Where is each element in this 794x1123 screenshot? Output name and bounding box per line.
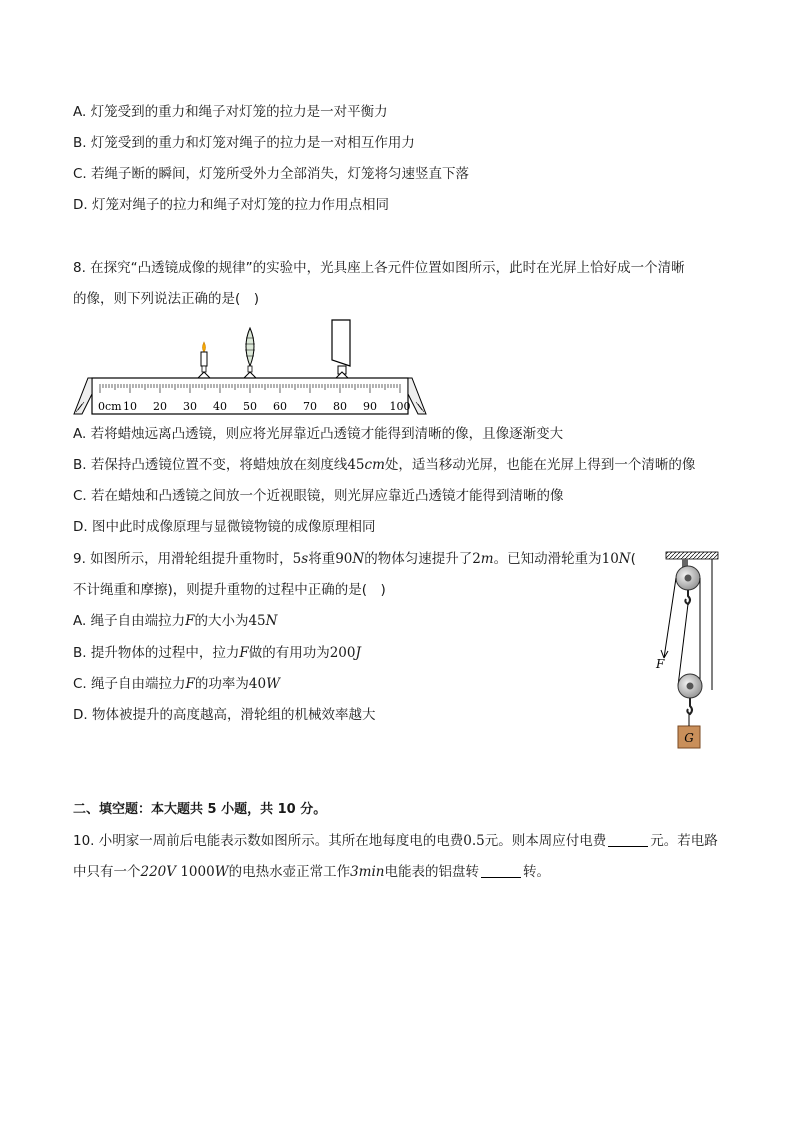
ruler-label: 100 [389,400,411,413]
q8-stem-line1: 8. 在探究“凸透镜成像的规律”的实验中，光具座上各元件位置如图所示，此时在光屏上恰好成一个清晰 [73,260,685,276]
candle [201,342,207,372]
q9-stem-line2: 不计绳重和摩擦)，则提升重物的过程中正确的是( ) [73,582,386,598]
fixed-pulley [676,559,700,604]
ruler-label: 10 [123,400,137,413]
q7-option-b: B. 灯笼受到的重力和灯笼对绳子的拉力是一对相互作用力 [73,135,415,151]
answer-blank-2[interactable] [481,863,521,878]
ruler-label: 70 [303,400,317,413]
q7-option-d: D. 灯笼对绳子的拉力和绳子对灯笼的拉力作用点相同 [73,197,389,213]
q10-line1: 10. 小明家一周前后电能表示数如图所示。其所在地每度电的电费0.5元。则本周应付电费 元。若电路 [73,833,718,849]
ruler-label: 80 [333,400,347,413]
ruler-label: 40 [213,400,227,413]
force-label: F [656,657,665,671]
section-2-title: 二、填空题：本大题共 5 小题，共 10 分。 [73,802,327,817]
ruler-label: 50 [243,400,257,413]
ruler-label: 60 [273,400,287,413]
bench-leg-left [74,378,92,414]
answer-blank-1[interactable] [608,832,648,847]
q7-option-c: C. 若绳子断的瞬间，灯笼所受外力全部消失，灯笼将匀速竖直下落 [73,166,470,182]
light-screen [332,320,350,374]
q9-option-b: B. 提升物体的过程中，拉力F做的有用功为200J [73,645,361,661]
q10-line2: 中只有一个220V 1000W的电热水壶正常工作3min电能表的铝盘转 转。 [73,864,550,880]
q8-option-a: A. 若将蜡烛远离凸透镜，则应将光屏靠近凸透镜才能得到清晰的像，且像逐渐变大 [73,426,564,442]
q9-stem-line1: 9. 如图所示，用滑轮组提升重物时，5s将重90N的物体匀速提升了2m。已知动滑轮重为10N( [73,551,636,567]
q7-option-a: A. 灯笼受到的重力和绳子对灯笼的拉力是一对平衡力 [73,104,388,120]
ruler-label: 0cm [98,400,122,413]
convex-lens [245,328,255,372]
q8-option-b: B. 若保持凸透镜位置不变，将蜡烛放在刻度线45cm处，适当移动光屏，也能在光屏上得到一个清晰的像 [73,457,696,473]
movable-pulley [678,674,702,714]
q9-option-a: A. 绳子自由端拉力F的大小为45N [73,613,278,629]
q8-stem-line2: 的像，则下列说法正确的是( ) [73,291,260,307]
bench-leg-right [408,378,426,414]
q9-option-c: C. 绳子自由端拉力F的功率为40W [73,676,280,692]
q8-option-d: D. 图中此时成像原理与显微镜物镜的成像原理相同 [73,519,376,535]
optical-bench-figure [70,316,430,416]
pulley-system-figure [650,550,730,750]
ruler-label: 90 [363,400,377,413]
q8-option-c: C. 若在蜡烛和凸透镜之间放一个近视眼镜，则光屏应靠近凸透镜才能得到清晰的像 [73,488,564,504]
weight-label: G [684,731,694,745]
ruler-label: 30 [183,400,197,413]
ruler-label: 20 [153,400,167,413]
q9-option-d: D. 物体被提升的高度越高，滑轮组的机械效率越大 [73,707,376,723]
